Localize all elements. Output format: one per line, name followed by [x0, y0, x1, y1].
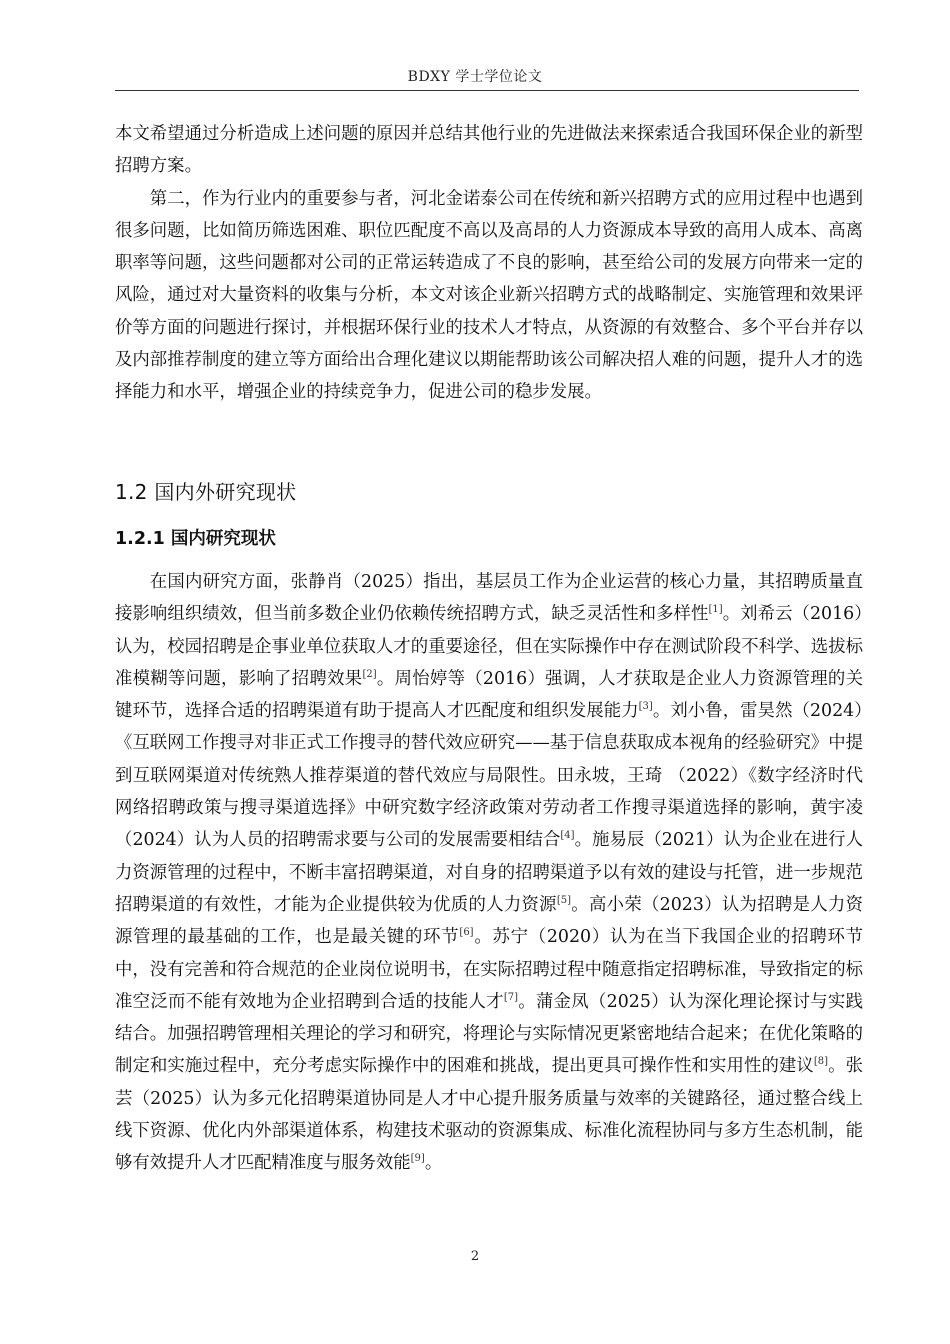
- citation-ref: [3]: [638, 701, 653, 713]
- intro-paragraph-second: 第二，作为行业内的重要参与者，河北金诺泰公司在传统和新兴招聘方式的应用过程中也遇到很多问题，比如简历筛选困难、职位匹配度不高以及高昂的人力资源成本导致的高用人成本、高离职率等问题，这些问题都对公司的正常运转造成了不良的影响，甚至给公司的发展方向带来一定的风险，通过对大量资料的收集与分析，本文对该企业新兴招聘方式的战略制定、实施管理和效果评价等方面的问题进行探讨，并根据环保行业的技术人才特点，从资源的有效整合、多个平台并存以及内部推荐制度的建立等方面给出合理化建议以期能帮助该公司解决招人难的问题，提升人才的选择能力和水平，增强企业的持续竞争力，促进公司的稳步发展。: [115, 188, 863, 403]
- intro-text: [115, 118, 863, 409]
- citation-ref: [5]: [556, 895, 572, 907]
- review-sentence: 。张芸（2025）认为多元化招聘渠道协同是人才中心提升服务质量与效率的关键路径，通过整合线上线下资源、优化内外部渠道体系，构建技术驱动的资源集成、标准化流程协同与多方生态机制，能够有效提升人才匹配精准度与服务效能: [115, 1056, 863, 1174]
- running-header: BDXY 学士学位论文: [407, 69, 543, 85]
- review-sentence: 。刘小鲁，雷昊然（2024）《互联网工作搜寻对非正式工作搜寻的替代效应研究——基于信息获取成本视角的经验研究》中提到互联网渠道对传统熟人推荐渠道的替代效应与局限性。田永坡，王琦 （2022）《数字经济时代网络招聘政策与搜寻渠道选择》中研究数字经济政策对劳动者工作搜寻渠道选择的影响，黄宇凌（2024）认为人员的招聘需求要与公司的发展需要相结合: [115, 701, 863, 851]
- citation-ref: [8]: [813, 1056, 829, 1068]
- header-divider: [115, 90, 859, 91]
- citation-ref: [1]: [708, 604, 723, 616]
- review-sentence: 。: [424, 1153, 443, 1174]
- citation-ref: [2]: [362, 669, 377, 681]
- section-heading: 1.2 国内外研究现状: [115, 480, 297, 504]
- page-number: 2: [470, 1249, 480, 1264]
- review-sentence: 。施易辰（2021）认为企业在进行人力资源管理的过程中，不断丰富招聘渠道，对自身的招聘渠道予以有效的建设与托管，进一步规范招聘渠道的有效性，才能为企业提供较为优质的人力资源: [115, 830, 863, 915]
- review-paragraph: [115, 566, 863, 1180]
- review-sentence: 。高小荣（2023）认为招聘是人力资源管理的最基础的工作，也是最关键的环节: [115, 894, 863, 948]
- literature-review: [115, 566, 863, 1180]
- citation-ref: [6]: [459, 927, 474, 939]
- subsection-heading: 1.2.1 国内研究现状: [115, 529, 276, 549]
- review-sentence: 。苏宁（2020）认为在当下我国企业的招聘环节中，没有完善和符合规范的企业岗位说明书，在实际招聘过程中随意指定招聘标准，导致指定的标准空泛而不能有效地为企业招聘到合适的技能人才: [115, 927, 863, 1012]
- citation-ref: [9]: [410, 1153, 425, 1165]
- review-sentence: 在国内研究方面，张静肖（2025）指出，基层员工作为企业运营的核心力量，其招聘质量直接影响组织绩效，但当前多数企业仍依赖传统招聘方式，缺乏灵活性和多样性: [115, 572, 863, 625]
- intro-paragraph-continued: 本文希望通过分析造成上述问题的原因并总结其他行业的先进做法来探索适合我国环保企业的新型招聘方案。: [115, 124, 863, 177]
- citation-ref: [4]: [560, 830, 575, 842]
- review-sentence: 。周怡婷等（2016）强调，人才获取是企业人力资源管理的关键环节，选择合适的招聘渠道有助于提高人才匹配度和组织发展能力: [115, 668, 863, 722]
- review-sentence: 。刘希云（2016）认为，校园招聘是企事业单位获取人才的重要途径，但在实际操作中存在测试阶段不科学、选拔标准模糊等问题，影响了招聘效果: [115, 604, 863, 689]
- review-sentence: 。蒲金凤（2025）认为深化理论探讨与实践结合。加强招聘管理相关理论的学习和研究，将理论与实际情况更紧密地结合起来；在优化策略的制定和实施过程中，充分考虑实际操作中的困难和挑战，提出更具可操作性和实用性的建议: [115, 991, 863, 1077]
- citation-ref: [7]: [503, 992, 518, 1004]
